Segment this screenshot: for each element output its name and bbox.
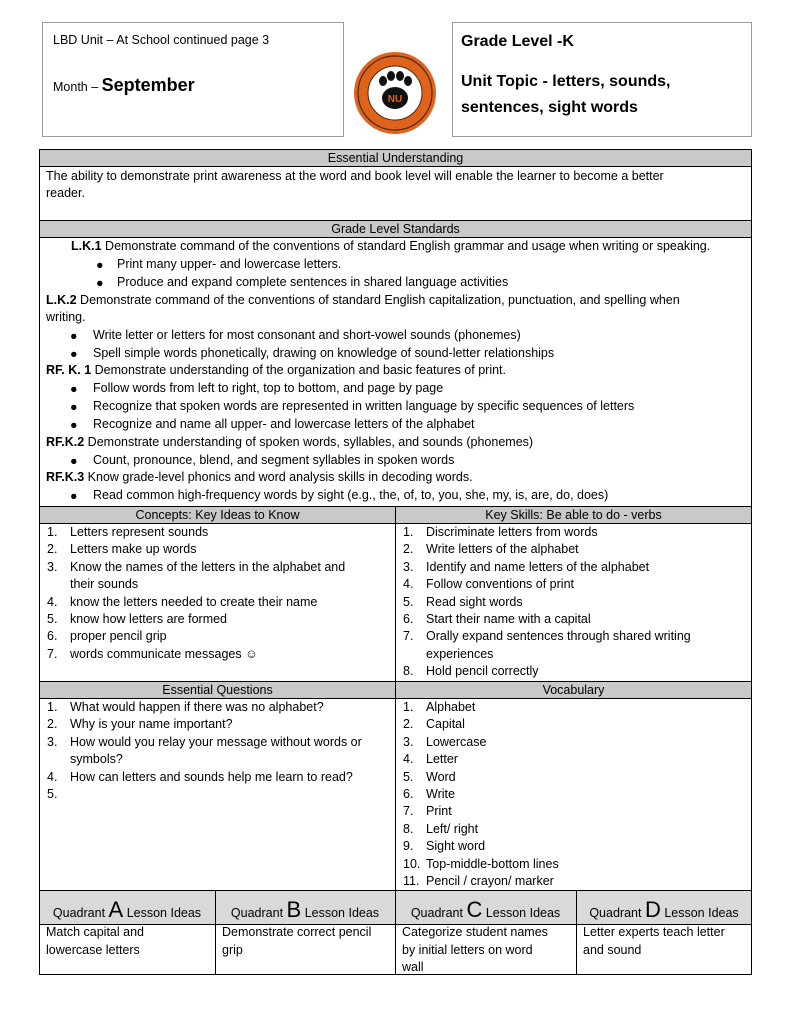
list-item: 5. know how letters are formed — [47, 612, 228, 627]
bullet-icon: ● — [70, 418, 78, 432]
list-item-continued: symbols? — [70, 752, 123, 767]
list-item: 3. Lowercase — [403, 734, 487, 749]
quadrant-c-text: Categorize student names by initial letters on word wall — [402, 925, 548, 974]
rfk2-line — [46, 434, 533, 452]
list-item: 8. Hold pencil correctly — [403, 664, 539, 679]
list-item: 7. Orally expand sentences through shared writing — [403, 629, 691, 644]
lk2-bullet2: Spell simple words phonetically, drawing on knowledge of sound-letter relationships — [93, 346, 555, 360]
quadrant-a-heading: Quadrant A Lesson Ideas — [52, 897, 202, 922]
list-item: 5. Word — [403, 769, 456, 784]
lk2-text: Demonstrate command of the conventions of standard English capitalization, punctuation, and spelling when — [76, 293, 680, 307]
list-item: 3. Identify and name letters of the alphabet — [403, 559, 650, 574]
skills-heading: Key Skills: Be able to do - verbs — [395, 506, 752, 524]
list-item: 4. Letter — [403, 752, 458, 767]
list-item: 10. Top-middle-bottom lines — [403, 856, 559, 871]
bullet-icon: ● — [96, 258, 104, 272]
quadrant-b-text: Demonstrate correct pencil grip — [222, 925, 372, 957]
questions-heading: Essential Questions — [39, 681, 396, 699]
rfk1-code: RF. K. 1 — [46, 363, 92, 377]
list-item: 6. proper pencil grip — [47, 629, 167, 644]
grade-level: Grade Level -K — [461, 33, 574, 50]
list-item: 4. Follow conventions of print — [403, 577, 574, 592]
month-value: September — [101, 75, 195, 95]
lk1-bullet2: Produce and expand complete sentences in shared language activities — [117, 275, 509, 289]
standards-heading: Grade Level Standards — [39, 220, 752, 238]
lk2-line2: writing. — [46, 310, 86, 324]
list-item-continued: experiences — [426, 646, 494, 661]
month-prefix: Month – — [53, 80, 99, 94]
quadrant-a-text: Match capital and lowercase letters — [46, 925, 144, 957]
list-item: 2. Letters make up words — [47, 542, 197, 557]
essential-understanding-heading: Essential Understanding — [39, 149, 752, 167]
rfk2-bullet1: Count, pronounce, blend, and segment syllables in spoken words — [93, 453, 455, 467]
unit-topic-line2: sentences, sight words — [461, 99, 638, 116]
unit-topic-line1: Unit Topic - letters, sounds, — [461, 73, 671, 90]
rfk2-code: RF.K.2 — [46, 435, 85, 449]
list-item: 1. What would happen if there was no alphabet? — [47, 700, 324, 714]
concepts-list — [47, 524, 387, 663]
lk2-bullet1: Write letter or letters for most consonant and short-vowel sounds (phonemes) — [93, 328, 521, 342]
eu-text-line2: reader. — [46, 186, 85, 200]
rfk1-bullet1: Follow words from left to right, top to bottom, and page by page — [93, 381, 444, 395]
lk1-bullet1: Print many upper- and lowercase letters. — [117, 257, 342, 271]
vocabulary-heading: Vocabulary — [395, 681, 752, 699]
header-right-box — [452, 22, 752, 137]
list-item: 1. Alphabet — [403, 700, 476, 714]
list-item-continued: their sounds — [70, 577, 139, 592]
lk2-line — [46, 292, 680, 310]
rfk3-bullet1: Read common high-frequency words by sight (e.g., the, of, to, you, she, my, is, are, do, does) — [93, 488, 609, 502]
table-left-border — [39, 149, 40, 975]
list-item: 4. How can letters and sounds help me learn to read? — [47, 769, 353, 784]
column-divider — [395, 506, 396, 896]
list-item: 7. words communicate messages ☺ — [47, 646, 258, 661]
list-item: 1. Letters represent sounds — [47, 525, 209, 539]
header-left-box — [42, 22, 344, 137]
lk1-text: Demonstrate command of the conventions of standard English grammar and usage when writing or speaking. — [101, 239, 711, 253]
questions-list: 1. What would happen if there was no alphabet? 2. Why is your name important? 3. How would you relay your message without words or symbols? 4. How can letters and sounds help me learn to read? 5. — [47, 699, 387, 786]
lk1-line — [71, 238, 710, 256]
list-item: 3. Know the names of the letters in the alphabet and — [47, 559, 346, 574]
bullet-icon: ● — [70, 382, 78, 396]
unit-line: LBD Unit – At School continued page 3 — [53, 33, 270, 47]
rfk1-line — [46, 362, 506, 380]
rfk3-code: RF.K.3 — [46, 470, 85, 484]
rfk1-bullet3: Recognize and name all upper- and lowercase letters of the alphabet — [93, 417, 475, 431]
list-item: 7. Print — [403, 804, 452, 819]
bullet-icon: ● — [70, 489, 78, 503]
list-item: 1. Discriminate letters from words — [403, 525, 598, 539]
vocabulary-list — [403, 699, 743, 890]
rfk2-text: Demonstrate understanding of spoken words, syllables, and sounds (phonemes) — [84, 435, 534, 449]
quadrant-d-heading: Quadrant D Lesson Ideas — [589, 897, 739, 922]
school-logo-seal — [352, 50, 438, 136]
list-item: 2. Why is your name important? — [47, 717, 233, 732]
rfk1-text: Demonstrate understanding of the organization and basic features of print. — [91, 363, 506, 377]
table-bottom-border — [39, 974, 752, 975]
list-item: 2. Capital — [403, 717, 465, 732]
quadrant-d-text: Letter experts teach letter and sound — [583, 925, 725, 957]
list-item: 9. Sight word — [403, 839, 486, 854]
eu-text-line1: The ability to demonstrate print awareness at the word and book level will enable the learner to become a better — [46, 169, 664, 183]
list-item: 6. Start their name with a capital — [403, 612, 591, 627]
rfk3-line — [46, 469, 473, 487]
bullet-icon: ● — [96, 276, 104, 290]
lk1-code: L.K.1 — [71, 239, 102, 253]
concepts-heading: Concepts: Key Ideas to Know — [39, 506, 396, 524]
bullet-icon: ● — [70, 329, 78, 343]
unit-topic — [461, 69, 741, 121]
rfk1-bullet2: Recognize that spoken words are represented in written language by specific sequences of letters — [93, 399, 635, 413]
table-right-border — [751, 149, 752, 975]
list-item: 3. How would you relay your message without words or — [47, 734, 362, 749]
skills-list — [403, 524, 743, 681]
list-item: 2. Write letters of the alphabet — [403, 542, 579, 557]
quadrant-c-heading: Quadrant C Lesson Ideas — [410, 897, 561, 922]
bullet-icon: ● — [70, 454, 78, 468]
bullet-icon: ● — [70, 347, 78, 361]
bullet-icon: ● — [70, 400, 78, 414]
month-line — [53, 75, 195, 96]
list-item: 4. know the letters needed to create their name — [47, 594, 318, 609]
list-item: 6. Write — [403, 787, 455, 802]
list-item: 5. Read sight words — [403, 594, 523, 609]
lk2-code: L.K.2 — [46, 293, 77, 307]
rfk3-text: Know grade-level phonics and word analysis skills in decoding words. — [84, 470, 473, 484]
list-item: 11. Pencil / crayon/ marker — [403, 874, 554, 889]
list-item: 8. Left/ right — [403, 821, 479, 836]
svg-text:NU: NU — [387, 94, 403, 105]
quadrant-b-heading: Quadrant B Lesson Ideas — [230, 897, 380, 922]
